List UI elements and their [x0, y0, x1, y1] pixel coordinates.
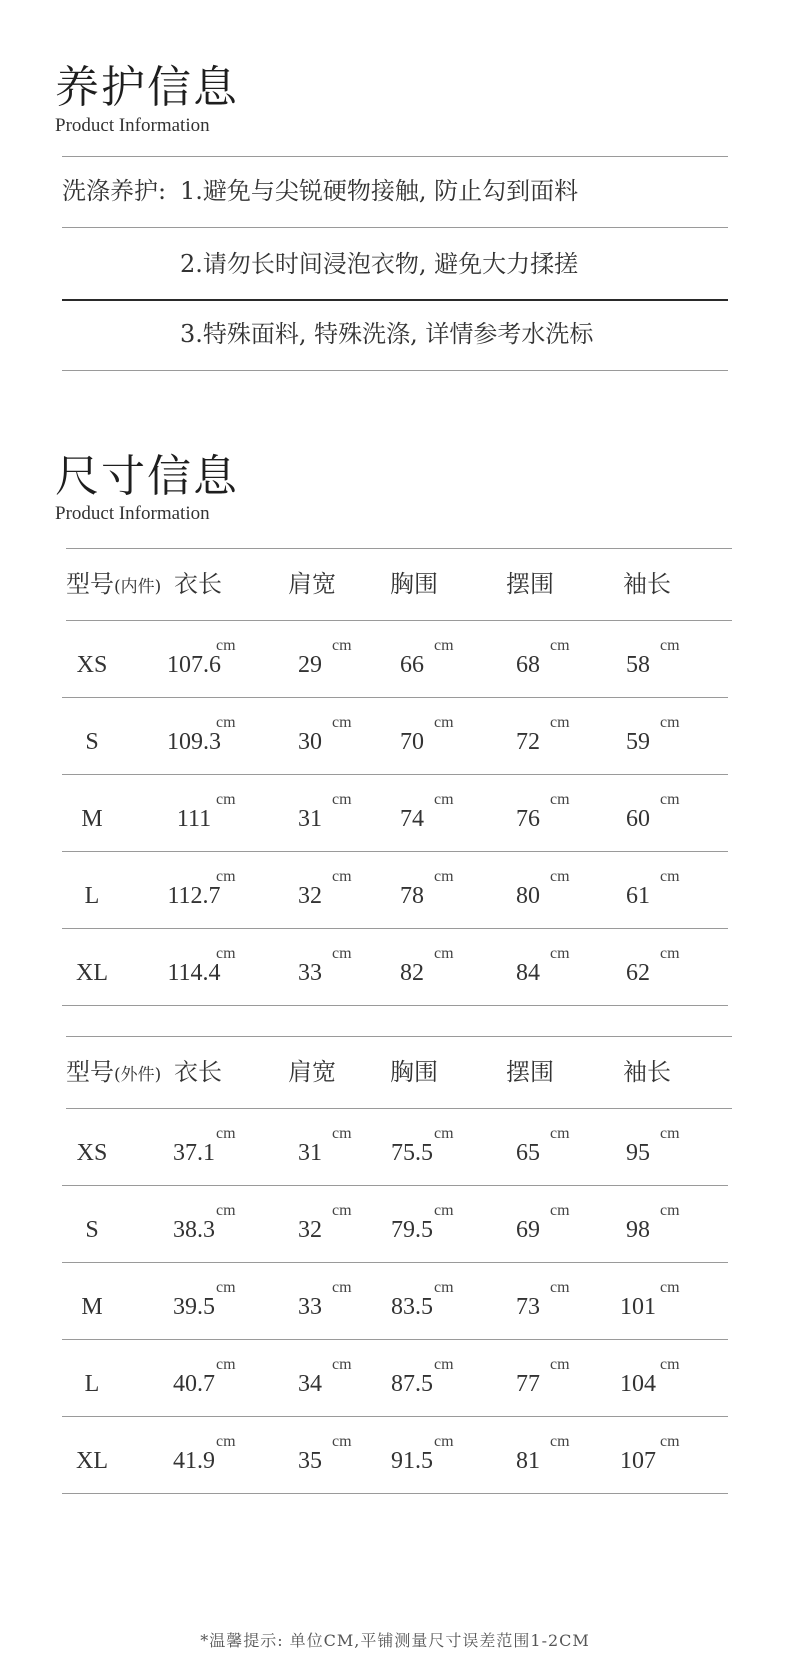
size-value: 39.5	[173, 1294, 215, 1320]
unit-label: cm	[216, 945, 236, 962]
unit-label: cm	[660, 714, 680, 731]
size-value: 76	[516, 806, 540, 832]
care-line-2: 2.请勿长时间浸泡衣物, 避免大力揉搓	[180, 250, 579, 278]
size-value: 66	[400, 652, 424, 678]
size-label: S	[85, 1217, 99, 1243]
unit-label: cm	[216, 791, 236, 808]
unit-label: cm	[660, 1433, 680, 1450]
table-row	[66, 851, 732, 928]
table-row	[66, 1339, 732, 1416]
size-value: 104	[620, 1371, 656, 1397]
size-value: 114.4	[167, 960, 221, 986]
size-value: 107	[620, 1448, 656, 1474]
header-model: 型号(内件)	[66, 570, 162, 598]
unit-label: cm	[550, 1433, 570, 1450]
size-value: 65	[516, 1140, 540, 1166]
size-section-subtitle: Product Information	[55, 503, 210, 524]
size-value: 111	[176, 806, 212, 832]
size-value: 38.3	[173, 1217, 215, 1243]
unit-label: cm	[434, 1202, 454, 1219]
unit-label: cm	[660, 945, 680, 962]
unit-label: cm	[216, 1202, 236, 1219]
table-row	[66, 928, 732, 1005]
header-shoulder: 肩宽	[288, 570, 336, 598]
unit-label: cm	[332, 1279, 352, 1296]
size-label: L	[84, 883, 100, 909]
size-value: 32	[298, 883, 322, 909]
unit-label: cm	[550, 868, 570, 885]
unit-label: cm	[434, 1356, 454, 1373]
table-header-row	[66, 1036, 732, 1108]
size-value: 35	[298, 1448, 322, 1474]
unit-label: cm	[660, 1202, 680, 1219]
unit-label: cm	[216, 1125, 236, 1142]
unit-label: cm	[332, 945, 352, 962]
size-value: 41.9	[173, 1448, 215, 1474]
unit-label: cm	[216, 1279, 236, 1296]
unit-label: cm	[660, 637, 680, 654]
header-sleeve: 袖长	[623, 1058, 671, 1086]
unit-label: cm	[332, 1356, 352, 1373]
unit-label: cm	[332, 791, 352, 808]
size-value: 58	[626, 652, 650, 678]
unit-label: cm	[434, 791, 454, 808]
size-value: 95	[626, 1140, 650, 1166]
size-label: XL	[76, 1448, 108, 1474]
size-value: 40.7	[173, 1371, 215, 1397]
size-label: XS	[76, 652, 108, 678]
header-chest: 胸围	[390, 570, 438, 598]
unit-label: cm	[216, 714, 236, 731]
size-label: L	[84, 1371, 100, 1397]
size-value: 91.5	[391, 1448, 433, 1474]
care-section-title: 养护信息	[55, 62, 239, 113]
unit-label: cm	[660, 1279, 680, 1296]
unit-label: cm	[550, 1202, 570, 1219]
unit-label: cm	[550, 1125, 570, 1142]
size-value: 61	[626, 883, 650, 909]
header-hem: 摆围	[506, 570, 554, 598]
size-value: 75.5	[391, 1140, 433, 1166]
unit-label: cm	[550, 1356, 570, 1373]
size-value: 78	[400, 883, 424, 909]
table-header-row	[66, 548, 732, 620]
table-row	[66, 620, 732, 697]
size-section-title: 尺寸信息	[55, 451, 239, 502]
unit-label: cm	[550, 637, 570, 654]
size-value: 30	[298, 729, 322, 755]
size-label: XS	[76, 1140, 108, 1166]
size-value: 79.5	[391, 1217, 433, 1243]
unit-label: cm	[550, 945, 570, 962]
unit-label: cm	[332, 1202, 352, 1219]
size-label: S	[85, 729, 99, 755]
size-value: 70	[400, 729, 424, 755]
table-row	[66, 1108, 732, 1185]
care-divider-1	[62, 227, 728, 228]
size-value: 33	[298, 1294, 322, 1320]
table-rule	[62, 1005, 728, 1006]
size-value: 107.6	[167, 652, 221, 678]
unit-label: cm	[332, 868, 352, 885]
table-row	[66, 697, 732, 774]
unit-label: cm	[332, 637, 352, 654]
care-divider-top	[62, 156, 728, 157]
unit-label: cm	[216, 1433, 236, 1450]
size-value: 84	[516, 960, 540, 986]
unit-label: cm	[550, 791, 570, 808]
unit-label: cm	[216, 637, 236, 654]
size-value: 77	[516, 1371, 540, 1397]
size-value: 83.5	[391, 1294, 433, 1320]
size-value: 74	[400, 806, 424, 832]
table-row	[66, 1416, 732, 1493]
size-value: 72	[516, 729, 540, 755]
unit-label: cm	[434, 945, 454, 962]
header-shoulder: 肩宽	[288, 1058, 336, 1086]
unit-label: cm	[660, 791, 680, 808]
unit-label: cm	[332, 1433, 352, 1450]
size-value: 98	[626, 1217, 650, 1243]
size-value: 73	[516, 1294, 540, 1320]
table-row	[66, 1185, 732, 1262]
unit-label: cm	[332, 714, 352, 731]
size-label: M	[81, 806, 103, 832]
table-row	[66, 774, 732, 851]
unit-label: cm	[434, 1433, 454, 1450]
size-value: 81	[516, 1448, 540, 1474]
size-label: XL	[76, 960, 108, 986]
size-value: 32	[298, 1217, 322, 1243]
care-section-subtitle: Product Information	[55, 115, 210, 136]
unit-label: cm	[660, 868, 680, 885]
size-value: 112.7	[167, 883, 221, 909]
care-divider-2	[62, 299, 728, 301]
header-model: 型号(外件)	[66, 1058, 162, 1086]
unit-label: cm	[216, 868, 236, 885]
header-length: 衣长	[174, 570, 222, 598]
size-value: 59	[626, 729, 650, 755]
unit-label: cm	[434, 868, 454, 885]
size-value: 31	[298, 1140, 322, 1166]
footer-note: *温馨提示: 单位CM,平铺测量尺寸误差范围1-2CM	[200, 1631, 590, 1650]
size-label: M	[81, 1294, 103, 1320]
care-line-3: 3.特殊面料, 特殊洗涤, 详情参考水洗标	[180, 320, 594, 348]
size-value: 60	[626, 806, 650, 832]
unit-label: cm	[216, 1356, 236, 1373]
header-chest: 胸围	[390, 1058, 438, 1086]
unit-label: cm	[660, 1356, 680, 1373]
unit-label: cm	[434, 714, 454, 731]
header-hem: 摆围	[506, 1058, 554, 1086]
size-value: 80	[516, 883, 540, 909]
size-value: 34	[298, 1371, 322, 1397]
size-value: 33	[298, 960, 322, 986]
header-sleeve: 袖长	[623, 570, 671, 598]
size-value: 37.1	[173, 1140, 215, 1166]
unit-label: cm	[434, 1125, 454, 1142]
unit-label: cm	[550, 1279, 570, 1296]
care-divider-bottom	[62, 370, 728, 371]
size-value: 87.5	[391, 1371, 433, 1397]
table-rule	[62, 1493, 728, 1494]
size-value: 109.3	[167, 729, 221, 755]
unit-label: cm	[660, 1125, 680, 1142]
size-value: 82	[400, 960, 424, 986]
unit-label: cm	[434, 637, 454, 654]
unit-label: cm	[550, 714, 570, 731]
care-label: 洗涤养护:	[62, 177, 167, 205]
size-value: 69	[516, 1217, 540, 1243]
table-row	[66, 1262, 732, 1339]
size-value: 62	[626, 960, 650, 986]
size-value: 101	[620, 1294, 656, 1320]
unit-label: cm	[434, 1279, 454, 1296]
unit-label: cm	[332, 1125, 352, 1142]
size-value: 29	[298, 652, 322, 678]
header-length: 衣长	[174, 1058, 222, 1086]
size-value: 31	[298, 806, 322, 832]
size-value: 68	[516, 652, 540, 678]
care-line-1: 1.避免与尖锐硬物接触, 防止勾到面料	[180, 177, 579, 205]
